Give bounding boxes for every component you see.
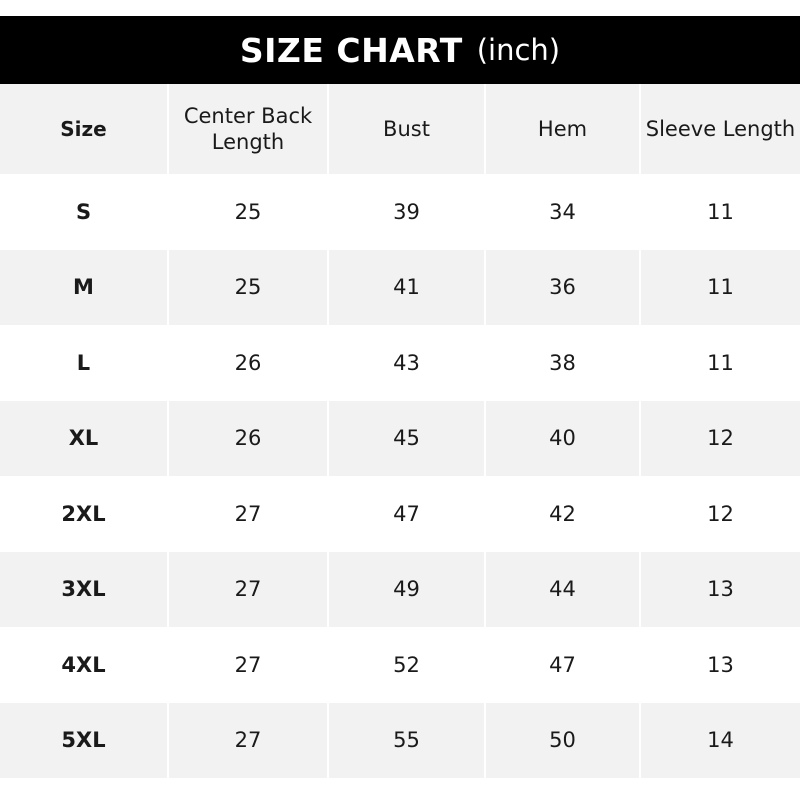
cell-sleeve-length: 12 xyxy=(707,501,734,526)
size-chart-table xyxy=(0,84,800,778)
cell-size: XL xyxy=(0,401,168,477)
column-header-size: Size xyxy=(0,84,168,174)
cell-hem: 38 xyxy=(485,325,640,401)
cell-size: M xyxy=(0,250,168,326)
table-row xyxy=(0,703,800,779)
cell-bust: 47 xyxy=(328,476,485,552)
cell-bust: 49 xyxy=(328,552,485,628)
cell-center-back-length: 26 xyxy=(168,325,328,401)
cell-center-back-length: 27 xyxy=(168,552,328,628)
cell-center-back-length: 25 xyxy=(168,250,328,326)
cell-hem: 40 xyxy=(485,401,640,477)
cell-hem: 42 xyxy=(485,476,640,552)
cell-center-back-length: 27 xyxy=(168,703,328,779)
cell-sleeve-length: 13 xyxy=(707,652,734,677)
cell-size: L xyxy=(0,325,168,401)
cell-size: 3XL xyxy=(0,552,168,628)
page-title: SIZE CHART xyxy=(239,30,463,70)
cell-hem: 44 xyxy=(485,552,640,628)
cell-bust: 41 xyxy=(328,250,485,326)
table-row xyxy=(0,401,800,477)
cell-center-back-length: 26 xyxy=(168,401,328,477)
cell-bust: 52 xyxy=(328,627,485,703)
chart-title-bar xyxy=(0,16,800,84)
cell-size: 4XL xyxy=(0,627,168,703)
cell-center-back-length: 27 xyxy=(168,627,328,703)
cell-bust: 39 xyxy=(328,174,485,250)
cell-size: 5XL xyxy=(0,703,168,779)
column-header-hem: Hem xyxy=(485,84,640,174)
table-body xyxy=(0,174,800,778)
cell-bust: 43 xyxy=(328,325,485,401)
cell-hem: 50 xyxy=(485,703,640,779)
cell-sleeve-length: 12 xyxy=(707,426,734,451)
cell-size: 2XL xyxy=(0,476,168,552)
table-row xyxy=(0,627,800,703)
cell-size: S xyxy=(0,174,168,250)
cell-sleeve-length: 11 xyxy=(707,350,734,375)
table-row xyxy=(0,476,800,552)
column-header-center-back-length: Center Back Length xyxy=(168,84,328,174)
column-header-sleeve-length: Sleeve Length xyxy=(645,116,796,141)
unit-label: (inch) xyxy=(476,33,561,67)
cell-hem: 34 xyxy=(485,174,640,250)
cell-bust: 45 xyxy=(328,401,485,477)
table-header-row xyxy=(0,84,800,174)
cell-sleeve-length: 13 xyxy=(707,577,734,602)
cell-sleeve-length: 11 xyxy=(707,199,734,224)
cell-sleeve-length: 14 xyxy=(707,728,734,753)
table-header xyxy=(0,84,800,174)
cell-bust: 55 xyxy=(328,703,485,779)
cell-center-back-length: 27 xyxy=(168,476,328,552)
column-header-bust: Bust xyxy=(328,84,485,174)
cell-hem: 36 xyxy=(485,250,640,326)
cell-center-back-length: 25 xyxy=(168,174,328,250)
cell-hem: 47 xyxy=(485,627,640,703)
table-row xyxy=(0,552,800,628)
table-row xyxy=(0,325,800,401)
cell-sleeve-length: 11 xyxy=(707,275,734,300)
table-row xyxy=(0,250,800,326)
table-row xyxy=(0,174,800,250)
